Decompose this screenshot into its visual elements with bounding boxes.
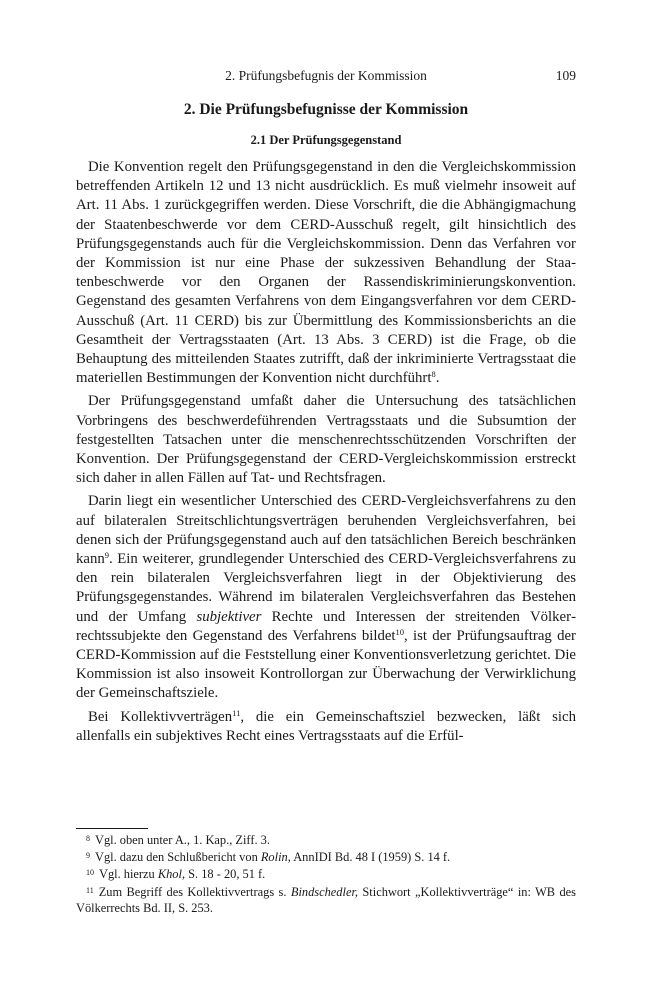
footnotes bbox=[76, 831, 576, 916]
footnote-separator bbox=[76, 828, 148, 829]
running-head bbox=[76, 68, 576, 86]
footnote-text: Vgl. dazu den Schlußbericht von bbox=[95, 850, 261, 865]
footnote-text: AnnIDI Bd. 48 I (1959) S. 14 f. bbox=[290, 850, 451, 865]
section-title: 2.1 Der Prüfungsgegenstand bbox=[250, 133, 402, 147]
footnote-11 bbox=[76, 883, 576, 916]
body-text bbox=[76, 158, 576, 750]
paragraph-2 bbox=[76, 392, 576, 488]
paragraph-4-text-b: , die ein Gemeinschaftsziel bezwecken, läßt sich allenfalls ein subjektives Recht eines Vertragsstaats auf die Erfül- bbox=[76, 708, 576, 744]
paragraph-3-text-c: Rechte und Interessen der streitenden Völkerrechtssubjekte den Gegenstand des Verfahrens bildet bbox=[76, 608, 576, 644]
footnote-ref-9: 9 bbox=[104, 550, 110, 561]
footnote-ref-10: 10 bbox=[395, 626, 405, 637]
footnote-number: 8 bbox=[86, 834, 90, 843]
footnote-number: 11 bbox=[86, 885, 94, 895]
emphasis-subjektiver: subjektiver bbox=[196, 608, 262, 625]
paragraph-3-text-a: Darin liegt ein wesentlicher Unterschied des CERD-Vergleichsverfahrens zu den auf bilateralen Streitschlichtungsverträgen beruhenden Vergleichsverfahren, bei denen sich der Prüfungsgegenstand auch auf den tatsächlichen Bereich beschränken kann bbox=[76, 493, 576, 568]
paragraph-3 bbox=[76, 492, 576, 703]
chapter-title: 2. Die Prüfungsbefugnisse der Kommission bbox=[183, 101, 469, 118]
footnote-author: Khol, bbox=[157, 867, 186, 882]
footnote-author: Bindschedler, bbox=[290, 884, 358, 899]
footnote-ref-11: 11 bbox=[232, 707, 241, 718]
footnote-8 bbox=[76, 831, 576, 848]
footnote-text: Vgl. oben unter A., 1. Kap., Ziff. 3. bbox=[95, 833, 270, 847]
paragraph-4 bbox=[76, 708, 576, 746]
footnote-text: S. 18 - 20, 51 f. bbox=[185, 867, 266, 882]
footnote-author: Rolin, bbox=[260, 850, 291, 865]
footnote-9 bbox=[76, 848, 576, 865]
footnote-text: Vgl. hierzu bbox=[99, 867, 158, 882]
paragraph-1 bbox=[76, 158, 576, 388]
footnote-10 bbox=[76, 865, 576, 882]
paragraph-3-text-b: . Ein weiterer, grundlegender Unterschied des CERD-Vergleichsverfahrens zu den rein bilateralen Vergleichsverfahren liegt in der Objektivierung des Prüfungsgegenstandes. Während im bilateralen Vergleichsverfahren das Bestehen und der Umfang bbox=[76, 551, 576, 625]
paragraph-3-text-d: , ist der Prüfungsauftrag der CERD-Kommission auf die Feststellung einer Konventionsverletzung gerichtet. Die Kommission ist also insoweit Kontrollorgan zur Überwachung der Verwirklichung der Gemeinschaftsziele. bbox=[76, 627, 576, 702]
running-title: 2. Prüfungsbefugnis der Kommission bbox=[225, 68, 427, 83]
paragraph-1-text: Die Konvention regelt den Prüfungsgegenstand in den die Vergleichskommission betreffenden Artikeln 12 und 13 nicht ausdrücklich. Es muß vielmehr insoweit auf Art. 11 Abs. 1 zurückgegriffen werden. Diese Vorschrift, die die Abhängigmachung der Staatenbeschwerde vor dem CERD-Ausschuß regelt, gilt hinsichtlich des Prüfungsgegenstands auch für die Vergleichskommission. Denn das Verfahren vor der Kommission ist nur eine Phase der sukzessiven Behandlung der Staatenbeschwerde vor den Organen der Rassendiskriminierungskonvention. Gegenstand des gesamten Verfahrens von dem Eingangsverfahren vor dem CERD-Ausschuß (Art. 11 CERD) bis zur Übermittlung des Kommissionsberichts an die Gesamtheit der Vertragsstaaten (Art. 13 Abs. 3 CERD) ist die Frage, ob die Behauptung des mitteilenden Staates zutrifft, daß der inkriminierte Vertragsstaat die materiellen Bestimmungen der Konvention nicht durchführt bbox=[76, 159, 576, 387]
footnote-ref-8: 8 bbox=[431, 369, 436, 380]
footnote-text: Stichwort „Kollektivverträge“ in: WB des Völkerrechts Bd. II, S. 253. bbox=[76, 884, 576, 915]
page-number: 109 bbox=[555, 68, 576, 83]
paragraph-1-tail: . bbox=[435, 370, 440, 387]
paragraph-2-text: Der Prüfungsgegenstand umfaßt daher die Untersuchung des tatsächlichen Vorbringens des beschwerdeführenden Vertragsstaats und die Subsumtion der festgestellten Tatsachen unter die menschenrechtsschützenden Vorschriften der Konvention. Der Prüfungsgegenstand der CERD-Vergleichskommission erstreckt sich daher in allen Fällen auf Tat- und Rechtsfragen. bbox=[76, 393, 576, 487]
footnote-text: Zum Begriff des Kollektivvertrags s. bbox=[98, 884, 291, 899]
footnote-number: 9 bbox=[86, 851, 90, 861]
footnote-number: 10 bbox=[86, 868, 94, 878]
paragraph-4-text-a: Bei Kollektivverträgen bbox=[88, 708, 233, 725]
